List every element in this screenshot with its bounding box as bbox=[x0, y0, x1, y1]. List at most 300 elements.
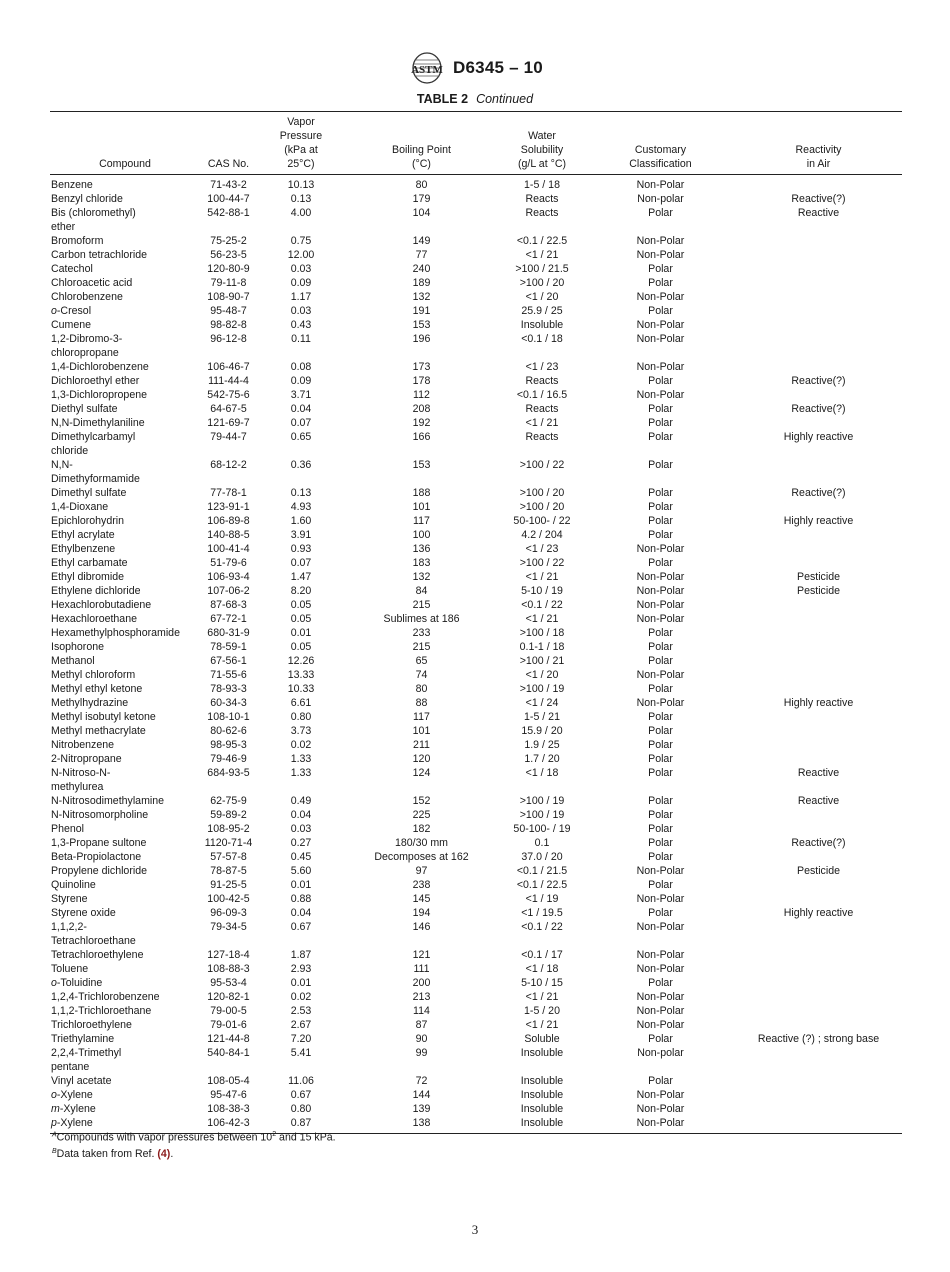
table-cell: <1 / 23 bbox=[525, 543, 559, 555]
table-cell: 191 bbox=[412, 305, 431, 317]
table-cell: 79-34-5 bbox=[210, 921, 247, 933]
table-cell: <1 / 18 bbox=[525, 963, 559, 975]
table-cell: 1-5 / 20 bbox=[524, 1005, 560, 1017]
table-cell: <1 / 21 bbox=[525, 1019, 559, 1031]
table-row bbox=[50, 458, 902, 486]
table-cell: 80-62-6 bbox=[210, 725, 247, 737]
table-cell: Methylhydrazine bbox=[51, 697, 129, 709]
table-row bbox=[50, 402, 902, 416]
table-cell: Non-Polar bbox=[636, 333, 685, 345]
table-cell: 182 bbox=[412, 823, 431, 835]
table-cell: o-Toluidine bbox=[51, 977, 103, 989]
table-cell bbox=[735, 318, 902, 332]
table-cell: Reactive(?) bbox=[791, 375, 846, 387]
table-row bbox=[50, 234, 902, 248]
table-cell: 200 bbox=[412, 977, 431, 989]
table-cell: Beta-Propiolactone bbox=[51, 851, 142, 863]
table-cell: Polar bbox=[648, 529, 673, 541]
table-cell: Polar bbox=[648, 431, 673, 443]
table-cell bbox=[735, 920, 902, 948]
table-cell: Polar bbox=[648, 263, 673, 275]
table-cell: 145 bbox=[412, 893, 431, 905]
table-cell: 108-90-7 bbox=[207, 291, 250, 303]
table-cell bbox=[735, 500, 902, 514]
table-cell: 194 bbox=[412, 907, 431, 919]
table-row bbox=[50, 626, 902, 640]
table-row bbox=[50, 430, 902, 458]
table-cell: 67-56-1 bbox=[210, 655, 247, 667]
table-cell: 192 bbox=[412, 417, 431, 429]
table-cell: 0.01 bbox=[290, 879, 312, 891]
table-cell: Non-Polar bbox=[636, 669, 685, 681]
table-cell: Polar bbox=[648, 739, 673, 751]
table-cell: 2.93 bbox=[290, 963, 312, 975]
table-cell: 166 bbox=[412, 431, 431, 443]
table-row bbox=[50, 822, 902, 836]
table-cell: >100 / 22 bbox=[519, 557, 565, 569]
table-cell: 10.13 bbox=[287, 179, 315, 191]
table-cell: Ethylbenzene bbox=[51, 543, 116, 555]
table-cell: 0.04 bbox=[290, 907, 312, 919]
table-cell: Non-Polar bbox=[636, 235, 685, 247]
table-cell: Soluble bbox=[524, 1033, 560, 1045]
table-cell: Polar bbox=[648, 277, 673, 289]
table-cell: Methanol bbox=[51, 655, 95, 667]
table-cell: 108-10-1 bbox=[207, 711, 250, 723]
table-cell: 106-42-3 bbox=[200, 1116, 257, 1134]
table-cell: Methyl ethyl ketone bbox=[51, 683, 143, 695]
table-cell: 99 bbox=[415, 1047, 428, 1059]
table-cell: 90 bbox=[415, 1033, 428, 1045]
table-cell: 540-84-1 bbox=[207, 1047, 250, 1059]
table-cell: Pesticide bbox=[797, 571, 840, 583]
table-cell: N-Nitrosomorpholine bbox=[51, 809, 149, 821]
table-cell: 106-93-4 bbox=[207, 571, 250, 583]
table-row bbox=[50, 486, 902, 500]
table-cell: Polar bbox=[648, 725, 673, 737]
table-cell: 106-89-8 bbox=[207, 515, 250, 527]
table-cell bbox=[735, 822, 902, 836]
table-cell: Non-Polar bbox=[636, 179, 685, 191]
table-row bbox=[50, 290, 902, 304]
table-label: TABLE 2 bbox=[416, 92, 469, 106]
table-cell bbox=[735, 290, 902, 304]
table-cell: >100 / 20 bbox=[519, 277, 565, 289]
table-row bbox=[50, 724, 902, 738]
table-cell bbox=[735, 416, 902, 430]
document-id: D6345 – 10 bbox=[453, 58, 543, 77]
table-cell: Insoluble bbox=[520, 1103, 564, 1115]
table-cell: 108-88-3 bbox=[207, 963, 250, 975]
table-cell: N,N-Dimethylaniline bbox=[51, 417, 145, 429]
table-row bbox=[50, 962, 902, 976]
table-row bbox=[50, 360, 902, 374]
table-cell: 179 bbox=[412, 193, 431, 205]
table-cell: <1 / 20 bbox=[525, 291, 559, 303]
table-cell: 117 bbox=[413, 711, 430, 723]
table-cell bbox=[735, 542, 902, 556]
table-cell: <1 / 23 bbox=[525, 361, 559, 373]
table-cell: Non-Polar bbox=[636, 865, 685, 877]
table-cell: 0.1-1 / 18 bbox=[519, 641, 565, 653]
table-cell: Non-Polar bbox=[636, 697, 685, 709]
table-cell bbox=[735, 612, 902, 626]
table-cell: Reactive bbox=[797, 767, 840, 779]
table-cell: 2,2,4-Trimethyl pentane bbox=[51, 1047, 122, 1073]
table-row bbox=[50, 416, 902, 430]
table-cell: Non-Polar bbox=[636, 1005, 685, 1017]
table-cell: 1120-71-4 bbox=[204, 837, 253, 849]
table-cell: 213 bbox=[412, 991, 431, 1003]
table-cell bbox=[735, 892, 902, 906]
table-cell: 1.33 bbox=[290, 767, 312, 779]
table-cell: 79-01-6 bbox=[210, 1019, 247, 1031]
table-cell: <1 / 21 bbox=[525, 571, 559, 583]
table-cell: <1 / 21 bbox=[525, 613, 559, 625]
page-number: 3 bbox=[471, 1222, 479, 1237]
table-cell: 79-46-9 bbox=[210, 753, 247, 765]
table-cell: Polar bbox=[648, 711, 673, 723]
table-cell: 0.02 bbox=[290, 739, 312, 751]
table-cell: 5-10 / 15 bbox=[521, 977, 563, 989]
table-cell: 1-5 / 18 bbox=[524, 179, 560, 191]
table-row bbox=[50, 920, 902, 948]
table-cell: Polar bbox=[648, 851, 673, 863]
table-cell bbox=[735, 626, 902, 640]
table-cell: Non-Polar bbox=[636, 389, 685, 401]
table-row bbox=[50, 598, 902, 612]
table-cell: Non-Polar bbox=[636, 921, 685, 933]
table-cell: 120 bbox=[412, 753, 431, 765]
table-row bbox=[50, 542, 902, 556]
table-cell: N-Nitrosodimethylamine bbox=[51, 795, 165, 807]
table-cell: 123-91-1 bbox=[207, 501, 250, 513]
table-cell: 215 bbox=[412, 599, 431, 611]
table-cell: 50-100- / 19 bbox=[513, 823, 571, 835]
table-cell: Reactive bbox=[797, 207, 840, 219]
table-row bbox=[50, 710, 902, 724]
table-cell: 0.13 bbox=[290, 487, 312, 499]
column-header: Compound bbox=[50, 112, 200, 175]
table-cell bbox=[735, 976, 902, 990]
table-cell: 188 bbox=[412, 487, 431, 499]
table-cell: 149 bbox=[412, 235, 431, 247]
table-cell: 0.09 bbox=[290, 277, 312, 289]
table-cell: 108-38-3 bbox=[207, 1103, 250, 1115]
table-cell: 10.33 bbox=[287, 683, 315, 695]
table-cell: 71-55-6 bbox=[210, 669, 247, 681]
footnote-text: Compounds with vapor pressures between 10 bbox=[56, 1131, 273, 1144]
table-cell: 189 bbox=[412, 277, 431, 289]
table-cell: 0.49 bbox=[290, 795, 312, 807]
table-row bbox=[50, 514, 902, 528]
table-cell: Hexamethylphosphoramide bbox=[51, 627, 180, 639]
table-cell: 77-78-1 bbox=[210, 487, 247, 499]
table-cell: 25.9 / 25 bbox=[521, 305, 563, 317]
table-cell: Non-Polar bbox=[636, 893, 685, 905]
table-cell: Polar bbox=[648, 795, 673, 807]
table-cell bbox=[735, 598, 902, 612]
table-row bbox=[50, 640, 902, 654]
table-cell bbox=[735, 724, 902, 738]
table-cell: 111 bbox=[413, 963, 430, 975]
table-cell: 127-18-4 bbox=[207, 949, 250, 961]
table-cell: >100 / 19 bbox=[519, 809, 565, 821]
table-cell: 4.2 / 204 bbox=[521, 529, 563, 541]
table-row bbox=[50, 262, 902, 276]
table-row bbox=[50, 1088, 902, 1102]
table-cell: 67-72-1 bbox=[210, 613, 247, 625]
reference-link[interactable]: (4) bbox=[157, 1147, 171, 1160]
table-cell: 138 bbox=[345, 1116, 498, 1134]
table-cell: 59-89-2 bbox=[210, 809, 247, 821]
table-cell: Polar bbox=[648, 655, 673, 667]
table-cell: Highly reactive bbox=[783, 907, 854, 919]
table-cell: Reacts bbox=[525, 403, 559, 415]
table-cell: 37.0 / 20 bbox=[521, 851, 563, 863]
table-row bbox=[50, 570, 902, 584]
table-cell: Non-polar bbox=[637, 1047, 684, 1059]
table-cell: 95-47-6 bbox=[210, 1089, 247, 1101]
table-cell bbox=[735, 248, 902, 262]
table-cell: Chloroacetic acid bbox=[51, 277, 133, 289]
table-cell: 233 bbox=[412, 627, 431, 639]
table-cell: Benzyl chloride bbox=[51, 193, 123, 205]
table-cell: Polar bbox=[648, 683, 673, 695]
table-cell: Triethylamine bbox=[51, 1033, 115, 1045]
column-header: CAS No. bbox=[200, 112, 257, 175]
table-cell: Non-Polar bbox=[636, 291, 685, 303]
table-cell: 1.33 bbox=[290, 753, 312, 765]
table-cell: <0.1 / 17 bbox=[521, 949, 563, 961]
table-row bbox=[50, 304, 902, 318]
table-cell: 112 bbox=[413, 389, 430, 401]
table-row bbox=[50, 682, 902, 696]
table-cell: 1,4-Dichlorobenzene bbox=[51, 361, 149, 373]
footnote-superscript: 2 bbox=[272, 1131, 277, 1138]
table-cell: 121 bbox=[412, 949, 431, 961]
table-cell bbox=[735, 388, 902, 402]
table-cell: Dimethyl sulfate bbox=[51, 487, 127, 499]
table-cell: 0.04 bbox=[290, 403, 312, 415]
table-cell: Pesticide bbox=[797, 865, 840, 877]
table-cell: 121-69-7 bbox=[207, 417, 250, 429]
table-cell: Reacts bbox=[525, 431, 559, 443]
table-cell bbox=[735, 668, 902, 682]
table-cell: 11.06 bbox=[288, 1075, 314, 1087]
table-cell: 153 bbox=[412, 319, 431, 331]
table-row bbox=[50, 990, 902, 1004]
table-cell: Reactive (?) ; strong base bbox=[757, 1033, 880, 1045]
table-row bbox=[50, 1102, 902, 1116]
table-row bbox=[50, 1032, 902, 1046]
table-cell: 0.03 bbox=[290, 823, 312, 835]
table-cell: 95-53-4 bbox=[210, 977, 247, 989]
table-cell: 1,4-Dioxane bbox=[51, 501, 109, 513]
table-cell: 0.13 bbox=[290, 193, 312, 205]
table-cell: Polar bbox=[648, 977, 673, 989]
table-cell: 79-11-8 bbox=[210, 277, 247, 289]
table-row bbox=[50, 696, 902, 710]
table-header-row bbox=[50, 112, 902, 175]
table-row bbox=[50, 248, 902, 262]
table-cell: 77 bbox=[415, 249, 428, 261]
table-cell: 140-88-5 bbox=[207, 529, 250, 541]
table-cell: Non-Polar bbox=[636, 585, 685, 597]
column-header: Customary Classification bbox=[586, 112, 735, 175]
table-cell: <1 / 19 bbox=[525, 893, 559, 905]
table-cell: >100 / 22 bbox=[519, 459, 565, 471]
table-cell: 225 bbox=[412, 809, 431, 821]
table-cell: 208 bbox=[412, 403, 431, 415]
table-cell: 111-44-4 bbox=[208, 375, 249, 387]
table-caption bbox=[0, 92, 950, 106]
table-cell: p-Xylene bbox=[50, 1116, 200, 1134]
table-row bbox=[50, 836, 902, 850]
table-row bbox=[50, 276, 902, 290]
table-cell: 4.00 bbox=[290, 207, 312, 219]
table-cell: Ethyl dibromide bbox=[51, 571, 125, 583]
table-cell: Reactive bbox=[797, 795, 840, 807]
table-cell: 1,3-Dichloropropene bbox=[51, 389, 147, 401]
table-cell: 0.93 bbox=[290, 543, 312, 555]
compound-table bbox=[50, 111, 902, 1134]
footnote-a bbox=[52, 1128, 336, 1145]
footnote-b bbox=[52, 1145, 336, 1161]
table-cell: 1.17 bbox=[290, 291, 312, 303]
table-cell: Polar bbox=[648, 767, 673, 779]
table-row bbox=[50, 332, 902, 360]
table-cell: <1 / 24 bbox=[525, 697, 559, 709]
table-cell: Insoluble bbox=[520, 319, 564, 331]
table-cell: 87 bbox=[415, 1019, 428, 1031]
table-cell: Non-Polar bbox=[636, 1089, 685, 1101]
table-row bbox=[50, 864, 902, 878]
table-cell: <0.1 / 22.5 bbox=[516, 879, 568, 891]
table-cell: 100 bbox=[412, 529, 431, 541]
table-cell: <1 / 18 bbox=[525, 767, 559, 779]
table-cell: 1,2-Dibromo-3- chloropropane bbox=[51, 333, 123, 359]
table-cell: Vinyl acetate bbox=[51, 1075, 112, 1087]
table-row bbox=[50, 738, 902, 752]
table-cell: N,N- Dimethyformamide bbox=[51, 459, 140, 485]
table-cell: Methyl isobutyl ketone bbox=[51, 711, 156, 723]
table-cell: Insoluble bbox=[498, 1116, 586, 1134]
table-cell: 173 bbox=[412, 361, 431, 373]
table-cell: Non-Polar bbox=[636, 1103, 685, 1115]
table-cell: <1 / 21 bbox=[525, 991, 559, 1003]
table-cell: 72 bbox=[415, 1075, 428, 1087]
table-cell: Reacts bbox=[525, 375, 559, 387]
table-cell: >100 / 21 bbox=[519, 655, 565, 667]
table-cell: 0.03 bbox=[290, 263, 312, 275]
table-cell: Styrene oxide bbox=[51, 907, 116, 919]
table-cell bbox=[735, 1074, 902, 1088]
table-cell: Non-Polar bbox=[636, 963, 685, 975]
table-cell: 104 bbox=[412, 207, 431, 219]
table-cell: <0.1 / 18 bbox=[521, 333, 563, 345]
table-cell: Reacts bbox=[525, 193, 559, 205]
table-cell: 3.71 bbox=[290, 389, 312, 401]
table-cell: Highly reactive bbox=[783, 697, 854, 709]
table-cell: 98-82-8 bbox=[210, 319, 247, 331]
table-cell bbox=[735, 1116, 902, 1134]
column-header: Reactivity in Air bbox=[735, 112, 902, 175]
table-cell: <0.1 / 21.5 bbox=[516, 865, 568, 877]
table-cell bbox=[735, 262, 902, 276]
table-cell bbox=[735, 738, 902, 752]
table-cell: 124 bbox=[412, 767, 431, 779]
table-cell: Non-polar bbox=[637, 193, 684, 205]
table-cell: 78-93-3 bbox=[210, 683, 247, 695]
table-cell: Non-Polar bbox=[636, 361, 685, 373]
table-cell: 79-44-7 bbox=[210, 431, 247, 443]
table-cell: 106-46-7 bbox=[207, 361, 250, 373]
table-cell: <0.1 / 22 bbox=[521, 921, 563, 933]
table-cell: Polar bbox=[648, 501, 673, 513]
table-cell bbox=[735, 304, 902, 318]
table-cell: 78-59-1 bbox=[210, 641, 247, 653]
table-cell bbox=[735, 458, 902, 486]
table-cell: 1.9 / 25 bbox=[524, 739, 560, 751]
table-cell: Catechol bbox=[51, 263, 93, 275]
table-cell: 0.05 bbox=[290, 613, 312, 625]
table-cell: 6.61 bbox=[290, 697, 312, 709]
table-cell bbox=[735, 1102, 902, 1116]
table-cell: Decomposes at 162 bbox=[374, 851, 469, 863]
table-cell: 238 bbox=[412, 879, 431, 891]
table-cell: 3.73 bbox=[290, 725, 312, 737]
table-cell: 0.65 bbox=[290, 431, 312, 443]
table-cell: 5-10 / 19 bbox=[521, 585, 563, 597]
table-row bbox=[50, 584, 902, 598]
table-cell: 120-82-1 bbox=[207, 991, 250, 1003]
table-cell: >100 / 19 bbox=[519, 683, 565, 695]
table-row bbox=[50, 612, 902, 626]
table-cell: 0.01 bbox=[290, 977, 312, 989]
table-cell: 1,3-Propane sultone bbox=[51, 837, 147, 849]
table-row bbox=[50, 892, 902, 906]
table-cell: 101 bbox=[412, 725, 431, 737]
table-cell: 62-75-9 bbox=[210, 795, 247, 807]
table-row bbox=[50, 654, 902, 668]
table-cell: 91-25-5 bbox=[210, 879, 247, 891]
table-cell: Bis (chloromethyl) ether bbox=[51, 207, 136, 233]
table-cell: 178 bbox=[412, 375, 431, 387]
table-cell: 1.7 / 20 bbox=[524, 753, 560, 765]
table-cell: Bromoform bbox=[51, 235, 104, 247]
table-cell: 0.08 bbox=[290, 361, 312, 373]
table-cell: 0.05 bbox=[290, 599, 312, 611]
table-cell: Hexachloroethane bbox=[51, 613, 137, 625]
table-cell: 5.60 bbox=[290, 865, 312, 877]
table-cell: Propylene dichloride bbox=[51, 865, 147, 877]
table-cell: 183 bbox=[412, 557, 431, 569]
table-row bbox=[50, 1046, 902, 1074]
table-row bbox=[50, 528, 902, 542]
table-cell: Polar bbox=[648, 823, 673, 835]
footnote-text: and 15 kPa. bbox=[276, 1131, 336, 1144]
table-cell: 0.03 bbox=[290, 305, 312, 317]
table-cell: 0.07 bbox=[290, 557, 312, 569]
table-cell: Polar bbox=[648, 837, 673, 849]
table-cell: 0.36 bbox=[290, 459, 312, 471]
table-cell: 211 bbox=[413, 739, 430, 751]
table-cell bbox=[735, 1018, 902, 1032]
table-cell: Polar bbox=[648, 907, 673, 919]
table-row bbox=[50, 388, 902, 402]
table-cell: 3.91 bbox=[290, 529, 312, 541]
